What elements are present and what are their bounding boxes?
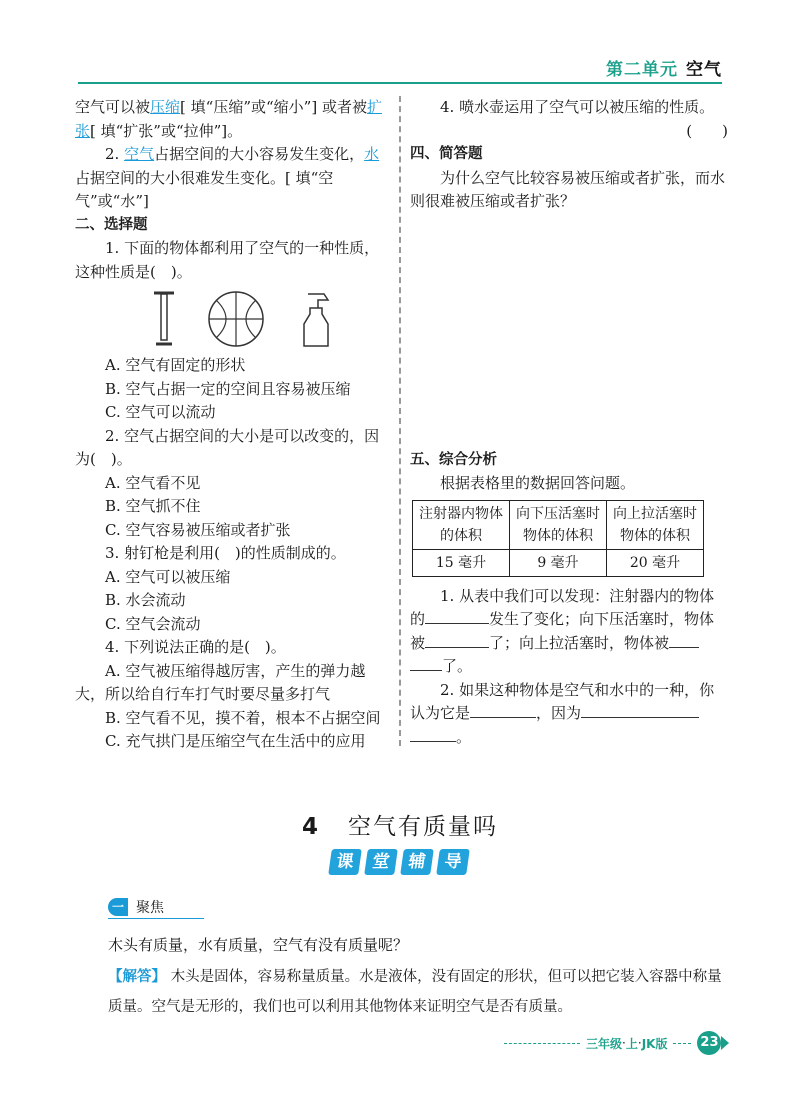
choice-q2-c: C. 空气容易被压缩或者扩张 — [105, 520, 291, 539]
focus-heading — [108, 896, 204, 919]
lesson-title — [0, 808, 800, 841]
answer-4: 水 — [364, 145, 380, 163]
analysis-q1: 1. 从表中我们可以发现：注射器内的物体的 发生了变化；向下压活塞时，物体被 了；向上拉活塞时，物体被 了。 — [410, 586, 715, 675]
figure-row — [150, 290, 393, 348]
answer-3: 空气 — [124, 145, 155, 163]
answer-space[interactable] — [410, 214, 728, 449]
analysis-q2: 2. 如果这种物体是空气和水中的一种，你认为它是 ，因为 。 — [410, 680, 715, 746]
choice-q1-c: C. 空气可以流动 — [105, 403, 216, 421]
ball-icon — [206, 290, 266, 348]
blank-5b[interactable] — [410, 726, 456, 742]
choice-q3-a: A. 空气可以被压缩 — [105, 567, 231, 586]
answer-1: 压缩 — [150, 98, 181, 116]
classroom-banner — [330, 849, 468, 875]
data-table — [412, 500, 704, 577]
banner-char: 辅 — [400, 849, 434, 875]
table-cell: 20 毫升 — [607, 549, 704, 576]
page-arrow-icon — [721, 1036, 729, 1050]
table-cell: 15 毫升 — [413, 549, 510, 576]
column-divider — [399, 96, 401, 746]
blank-1[interactable] — [425, 608, 489, 624]
unit-subject: 空气 — [686, 60, 722, 80]
choice-q4-c: C. 充气拱门是压缩空气在生活中的应用 — [105, 732, 366, 750]
left-column — [75, 96, 393, 754]
banner-char: 导 — [436, 849, 470, 875]
table-row — [413, 549, 704, 576]
footer-edition: JK版 — [641, 1036, 668, 1051]
choice-q2-b: B. 空气抓不住 — [105, 497, 201, 515]
blank-5[interactable] — [581, 702, 699, 718]
right-column — [410, 96, 728, 749]
focus-label: 聚焦 — [136, 900, 164, 916]
choice-q1-a: A. 空气有固定的形状 — [105, 356, 246, 374]
choice-q4: 4. 下列说法正确的是( )。 — [105, 638, 286, 656]
table-cell: 9 毫升 — [510, 549, 607, 576]
tf-q4-answer[interactable]: ( ) — [686, 121, 728, 140]
section-analysis: 五、综合分析 — [410, 451, 497, 468]
footer-rule — [673, 1043, 691, 1044]
choice-q3-c: C. 空气会流动 — [105, 614, 201, 633]
short-answer-question: 为什么空气比较容易被压缩或者扩张，而水则很难被压缩或者扩张？ — [410, 168, 726, 210]
spray-bottle-icon — [294, 290, 334, 348]
choice-q3-b: B. 水会流动 — [105, 591, 186, 609]
solution — [108, 962, 728, 1022]
answer-2: 扩张 — [75, 98, 382, 140]
banner-char: 堂 — [364, 849, 398, 875]
choice-q1: 1. 下面的物体都利用了空气的一种性质，这种性质是( )。 — [75, 239, 380, 281]
footer: 三年级 · 上 · JK版 23 — [504, 1031, 729, 1055]
focus-question: 木头有质量，水有质量，空气有没有质量呢？ — [108, 936, 409, 954]
pump-icon — [150, 290, 178, 348]
blank-3[interactable] — [669, 632, 699, 648]
choice-q4-a: A. 空气被压缩得越厉害，产生的弹力越大，所以给自行车打气时要尽量多打气 — [75, 661, 366, 703]
blank-2[interactable] — [425, 632, 489, 648]
table-header: 注射器内物体的体积 — [413, 500, 510, 549]
footer-grade: 三年级 — [586, 1036, 623, 1051]
blank-4[interactable] — [470, 702, 536, 718]
fill-q1: 空气可以被压缩[ 填“压缩”或“缩小”] 或者被扩张[ 填“扩张”或“拉伸”]。 — [75, 98, 382, 140]
table-header: 向下压活塞时物体的体积 — [510, 500, 607, 549]
footer-term: 上 — [625, 1036, 638, 1051]
tf-q4: 4. 喷水壶运用了空气可以被压缩的性质。 ( ) — [410, 96, 728, 143]
blank-3b[interactable] — [410, 655, 442, 671]
section-choice: 二、选择题 — [75, 216, 148, 233]
choice-q1-b: B. 空气占据一定的空间且容易被压缩 — [105, 379, 351, 398]
banner-char: 课 — [328, 849, 362, 875]
choice-q2-a: A. 空气看不见 — [105, 473, 201, 492]
choice-q2: 2. 空气占据空间的大小是可以改变的，因为( )。 — [75, 426, 380, 468]
table-header: 向上拉活塞时物体的体积 — [607, 500, 704, 549]
unit-title — [606, 55, 722, 80]
footer-rule — [504, 1043, 580, 1044]
unit-label: 第二单元 — [606, 60, 678, 80]
solution-label: 【解答】 — [108, 968, 166, 985]
fill-q2: 2. 空气占据空间的大小容易发生变化，水占据空间的大小很难发生变化。[ 填“空气”或“水”] — [75, 145, 380, 210]
section-short-answer: 四、简答题 — [410, 146, 483, 162]
focus-tag: 一 — [108, 898, 128, 916]
page-number: 23 — [697, 1031, 721, 1055]
table-header-row — [413, 500, 704, 549]
lesson-name: 空气有质量吗 — [348, 814, 498, 840]
header-rule — [78, 82, 722, 84]
solution-text: 木头是固体，容易称量质量。水是液体，没有固定的形状，但可以把它装入容器中称量质量。空气是无形的，我们也可以利用其他物体来证明空气是否有质量。 — [108, 969, 722, 1015]
analysis-intro: 根据表格里的数据回答问题。 — [440, 474, 636, 492]
choice-q4-b: B. 空气看不见，摸不着，根本不占据空间 — [105, 708, 381, 727]
lesson-number: 4 — [301, 814, 320, 840]
choice-q3: 3. 射钉枪是利用( )的性质制成的。 — [105, 544, 346, 562]
